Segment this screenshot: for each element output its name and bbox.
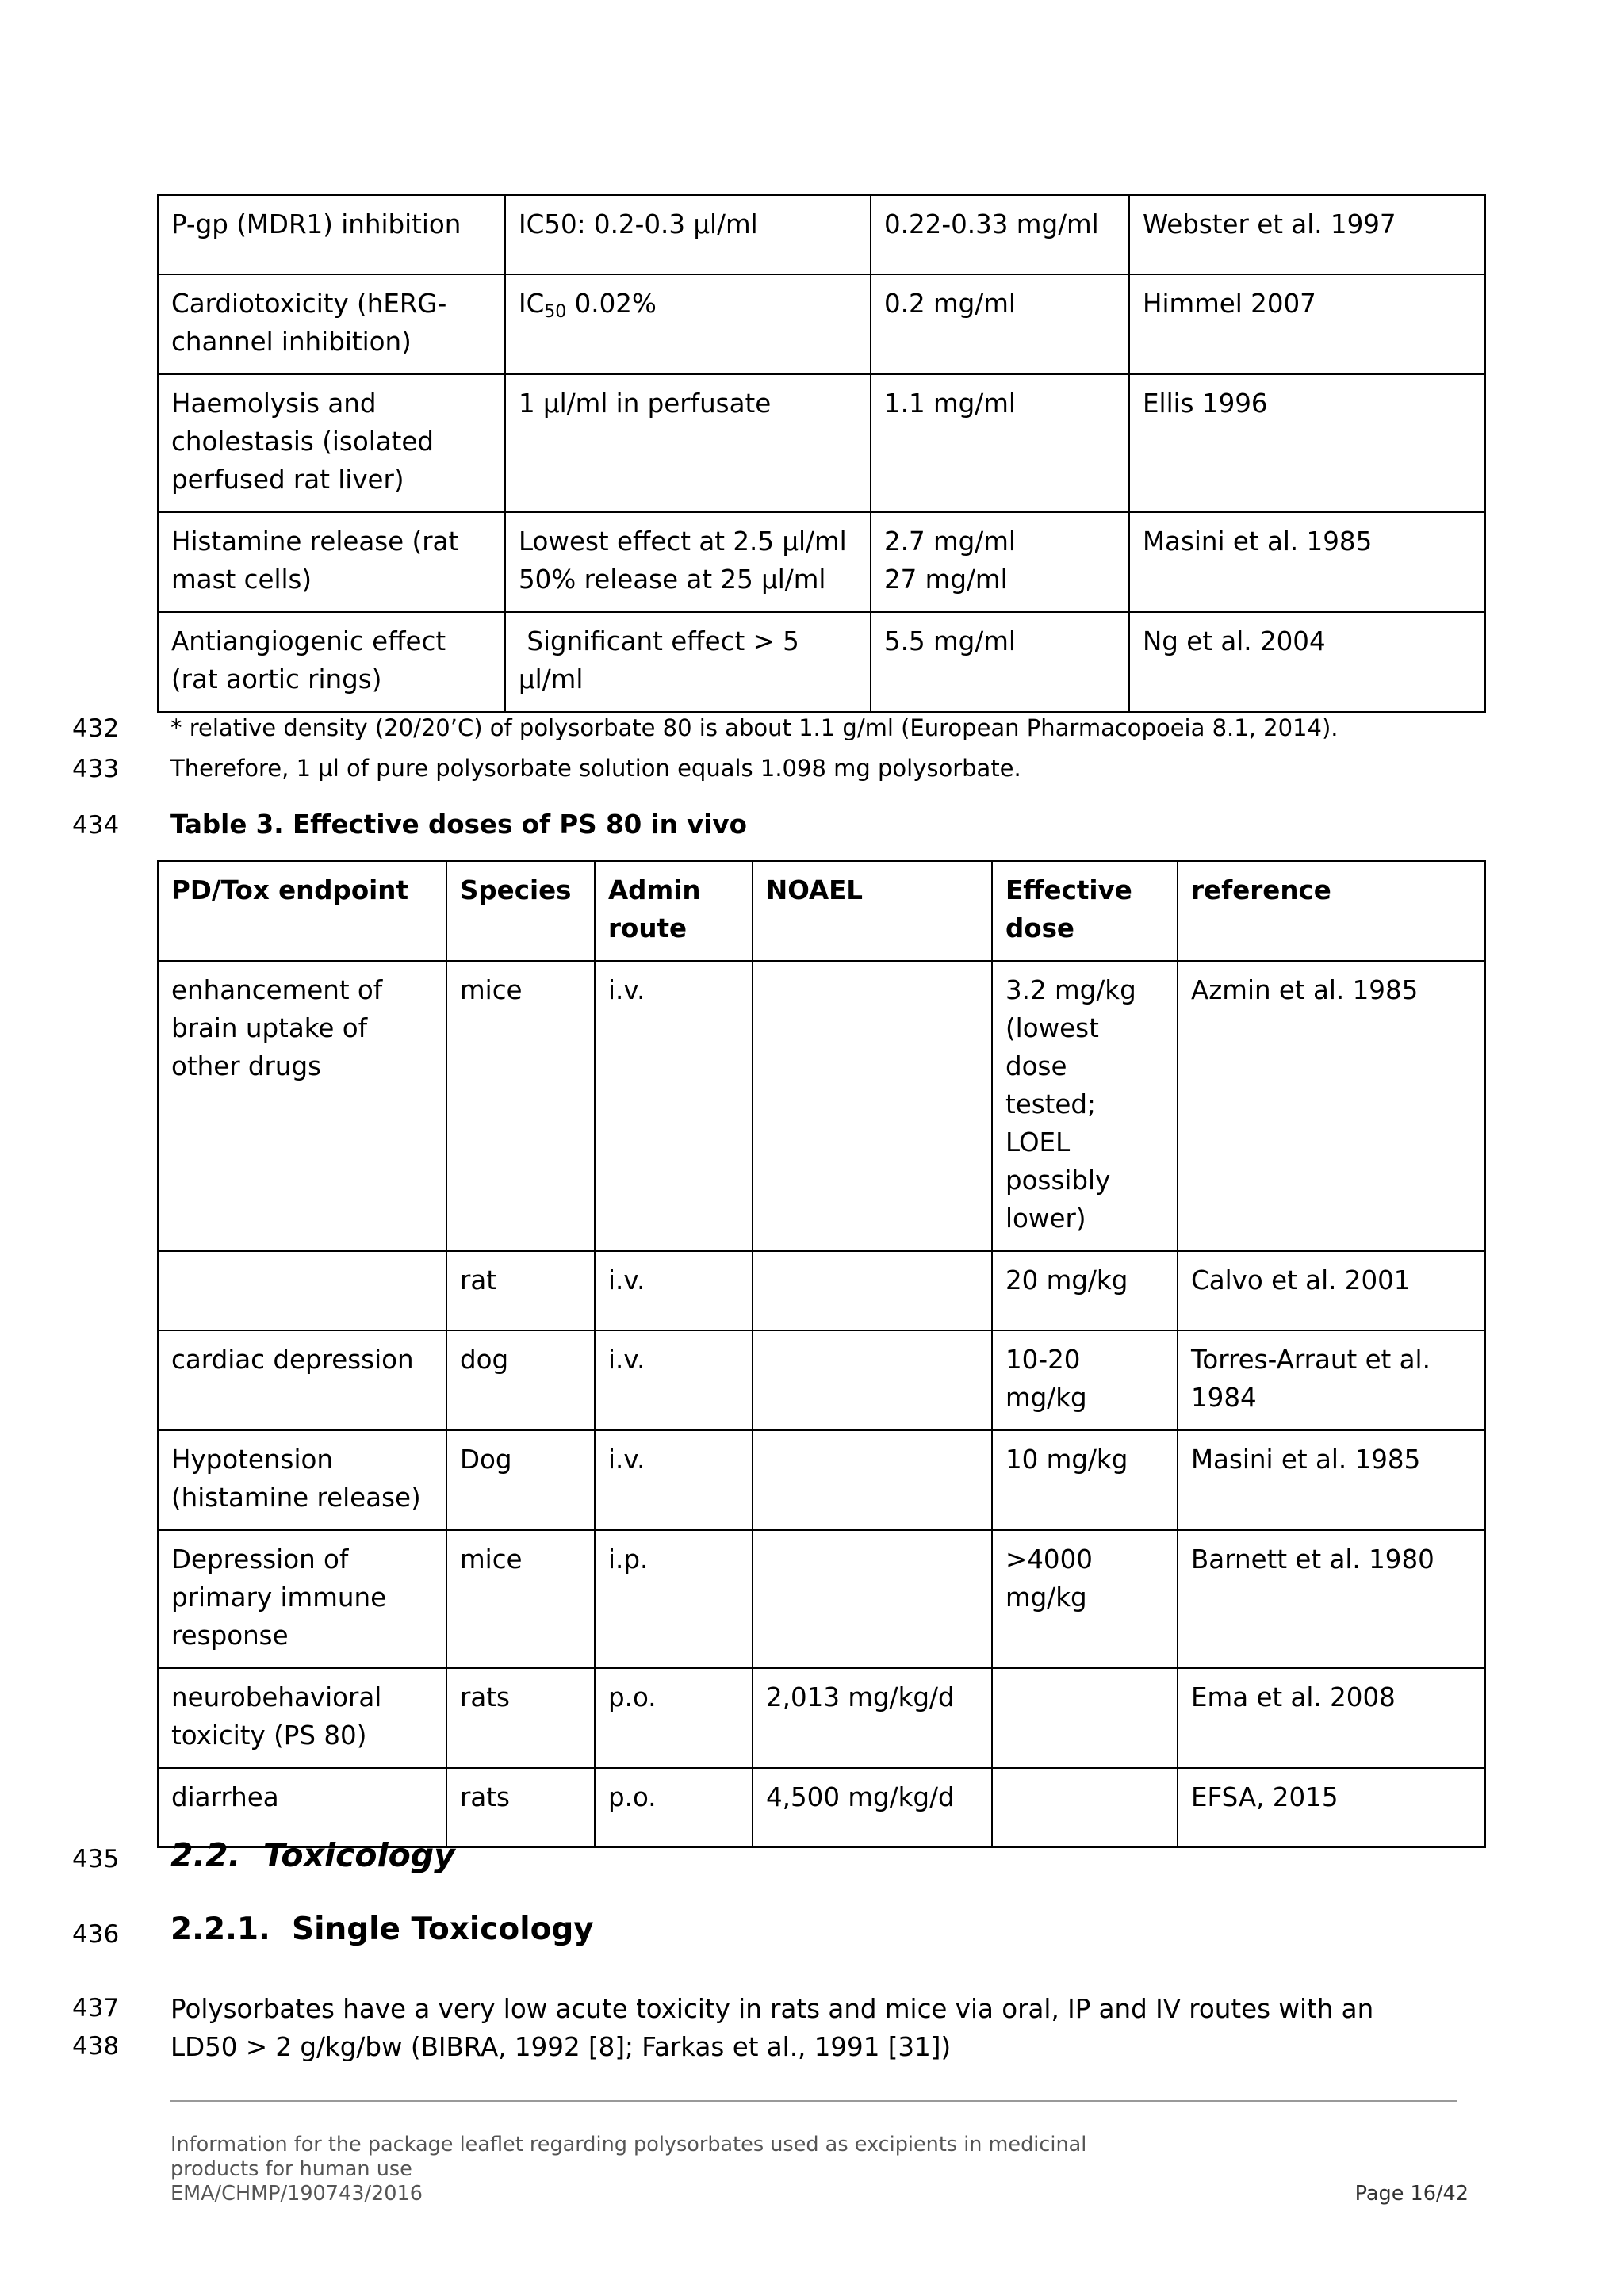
table-row <box>158 1668 1485 1768</box>
table-cell: 10-20 mg/kg <box>992 1330 1178 1430</box>
table-cell: i.p. <box>595 1530 753 1668</box>
table-cell <box>753 1530 992 1668</box>
table-cell: P-gp (MDR1) inhibition <box>158 195 505 274</box>
table-cell: p.o. <box>595 1768 753 1847</box>
table-row <box>158 1768 1485 1847</box>
footer-line: products for human use <box>170 2157 412 2181</box>
footer-document-reference: EMA/CHMP/190743/2016 <box>170 2182 423 2206</box>
table-3-caption: Table 3. Effective doses of PS 80 in vivo <box>170 809 747 840</box>
table-row <box>158 274 1485 374</box>
table-row <box>158 195 1485 274</box>
table-cell: neurobehavioral toxicity (PS 80) <box>158 1668 446 1768</box>
table-cell: 4,500 mg/kg/d <box>753 1768 992 1847</box>
line-number: 437 <box>72 1994 120 2022</box>
table-cell: >4000 mg/kg <box>992 1530 1178 1668</box>
table-cell: cardiac depression <box>158 1330 446 1430</box>
table-cell: i.v. <box>595 1251 753 1330</box>
line-number: 435 <box>72 1845 120 1873</box>
table-cell: i.v. <box>595 1330 753 1430</box>
table-row <box>158 1251 1485 1330</box>
column-header: reference <box>1178 861 1485 961</box>
table-cell: 2,013 mg/kg/d <box>753 1668 992 1768</box>
section-heading-toxicology: 2.2. Toxicology <box>170 1836 455 1874</box>
table-row <box>158 1430 1485 1530</box>
table-cell: Hypotension (histamine release) <box>158 1430 446 1530</box>
table-cell: diarrhea <box>158 1768 446 1847</box>
column-header: NOAEL <box>753 861 992 961</box>
table-cell: Azmin et al. 1985 <box>1178 961 1485 1251</box>
page-number: Page 16/42 <box>1354 2182 1469 2206</box>
table-cell: Webster et al. 1997 <box>1129 195 1485 274</box>
table-cell: dog <box>446 1330 595 1430</box>
table-cell: 3.2 mg/kg (lowest dose tested; LOEL possibly lower) <box>992 961 1178 1251</box>
table-cell: rat <box>446 1251 595 1330</box>
table-2-continuation <box>157 194 1486 713</box>
table-row <box>158 512 1485 612</box>
column-header: Admin route <box>595 861 753 961</box>
table-cell: Masini et al. 1985 <box>1178 1430 1485 1530</box>
table-row <box>158 612 1485 712</box>
table-cell: Barnett et al. 1980 <box>1178 1530 1485 1668</box>
line-number: 438 <box>72 2032 120 2061</box>
table-cell: 0.22-0.33 mg/ml <box>871 195 1129 274</box>
footnote-conversion: Therefore, 1 µl of pure polysorbate solution equals 1.098 mg polysorbate. <box>170 755 1021 782</box>
table-row <box>158 1330 1485 1430</box>
table-cell: Dog <box>446 1430 595 1530</box>
table-cell <box>992 1668 1178 1768</box>
column-header: PD/Tox endpoint <box>158 861 446 961</box>
paragraph-line: LD50 > 2 g/kg/bw (BIBRA, 1992 [8]; Farkas et al., 1991 [31]) <box>170 2032 952 2062</box>
table-cell: IC50: 0.2-0.3 µl/ml <box>505 195 871 274</box>
table-cell: Depression of primary immune response <box>158 1530 446 1668</box>
table-cell: Himmel 2007 <box>1129 274 1485 374</box>
table-cell: i.v. <box>595 1430 753 1530</box>
line-number: 432 <box>72 714 120 743</box>
table-cell: rats <box>446 1768 595 1847</box>
footer-divider <box>170 2100 1457 2102</box>
table-cell <box>505 274 871 374</box>
table-cell: p.o. <box>595 1668 753 1768</box>
table-cell: 2.7 mg/ml 27 mg/ml <box>871 512 1129 612</box>
table-cell <box>992 1768 1178 1847</box>
table-cell: Calvo et al. 2001 <box>1178 1251 1485 1330</box>
subsection-heading-single-toxicology: 2.2.1. Single Toxicology <box>170 1911 594 1947</box>
table-cell: 1 µl/ml in perfusate <box>505 374 871 512</box>
table-row <box>158 1530 1485 1668</box>
table-cell: 5.5 mg/ml <box>871 612 1129 712</box>
table-cell: 20 mg/kg <box>992 1251 1178 1330</box>
table-cell: Lowest effect at 2.5 µl/ml 50% release at 25 µl/ml <box>505 512 871 612</box>
paragraph-line: Polysorbates have a very low acute toxicity in rats and mice via oral, IP and IV routes with an <box>170 1994 1374 2024</box>
table-cell <box>753 1251 992 1330</box>
ic50-text: $IC_{50}$ 0.02% <box>519 289 657 322</box>
table-cell: 10 mg/kg <box>992 1430 1178 1530</box>
table-cell: Cardiotoxicity (hERG-channel inhibition) <box>158 274 505 374</box>
table-row <box>158 961 1485 1251</box>
table-cell: Ema et al. 2008 <box>1178 1668 1485 1768</box>
table-cell: 0.2 mg/ml <box>871 274 1129 374</box>
table-cell: Ellis 1996 <box>1129 374 1485 512</box>
table-header-row <box>158 861 1485 961</box>
table-cell: Masini et al. 1985 <box>1129 512 1485 612</box>
table-cell <box>753 961 992 1251</box>
table-cell: Torres-Arraut et al. 1984 <box>1178 1330 1485 1430</box>
table-cell: 1.1 mg/ml <box>871 374 1129 512</box>
line-number: 433 <box>72 755 120 783</box>
table-row <box>158 374 1485 512</box>
footnote-relative-density: * relative density (20/20’C) of polysorbate 80 is about 1.1 g/ml (European Pharmacopoeia 8.1, 2014). <box>170 714 1339 741</box>
table-cell: EFSA, 2015 <box>1178 1768 1485 1847</box>
table-cell: Haemolysis and cholestasis (isolated perfused rat liver) <box>158 374 505 512</box>
table-cell <box>753 1330 992 1430</box>
table-cell: Antiangiogenic effect (rat aortic rings) <box>158 612 505 712</box>
table-cell: Significant effect > 5 µl/ml <box>505 612 871 712</box>
column-header: Effective dose <box>992 861 1178 961</box>
table-cell: mice <box>446 1530 595 1668</box>
table-cell: Histamine release (rat mast cells) <box>158 512 505 612</box>
table-cell: mice <box>446 961 595 1251</box>
table-cell: i.v. <box>595 961 753 1251</box>
line-number: 434 <box>72 811 120 840</box>
table-cell <box>753 1430 992 1530</box>
column-header: Species <box>446 861 595 961</box>
footer-line: Information for the package leaflet regarding polysorbates used as excipients in medicinal <box>170 2133 1087 2156</box>
table-cell <box>158 1251 446 1330</box>
table-3 <box>157 860 1486 1848</box>
table-cell: enhancement of brain uptake of other drugs <box>158 961 446 1251</box>
table-cell: rats <box>446 1668 595 1768</box>
table-cell: Ng et al. 2004 <box>1129 612 1485 712</box>
line-number: 436 <box>72 1920 120 1949</box>
